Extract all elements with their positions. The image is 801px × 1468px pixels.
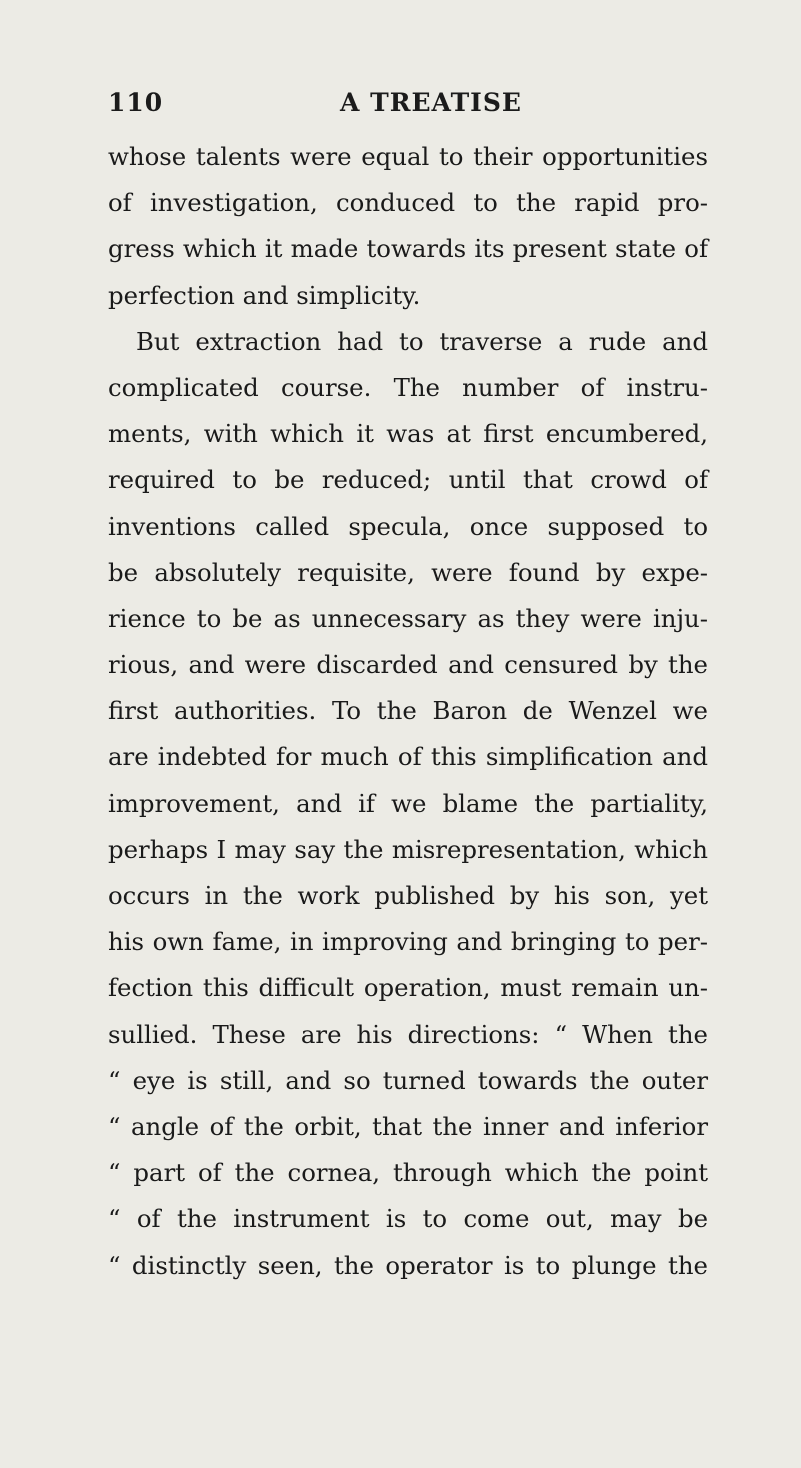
text-line: first authorities. To the Baron de Wenzel we (108, 696, 708, 726)
text-line: rience to be as unnecessary as they were inju- (108, 603, 708, 633)
text-line: whose talents were equal to their opportunities (108, 142, 708, 171)
text-line: inventions called specula, once supposed to (108, 511, 708, 541)
text-line: improvement, and if we blame the partiality, (108, 788, 708, 818)
text-line: perfection and simplicity. (108, 280, 421, 310)
text-line: rious, and were discarded and censured by the (108, 650, 708, 680)
text-line: gress which it made towards its present state of (108, 234, 708, 264)
text-line: “ of the instrument is to come out, may be (108, 1204, 708, 1234)
text-line: fection this difficult operation, must remain un- (108, 973, 708, 1003)
text-line: “ distinctly seen, the operator is to plunge the (108, 1250, 708, 1280)
text-line: “ angle of the orbit, that the inner and inferior (108, 1111, 708, 1141)
text-line: of investigation, conduced to the rapid pro- (108, 188, 708, 218)
text-line: “ part of the cornea, through which the point (108, 1158, 708, 1188)
text-line: perhaps I may say the misrepresentation, which (108, 834, 708, 864)
text-line: required to be reduced; until that crowd of (108, 465, 708, 495)
text-line: sullied. These are his directions: “ When the (108, 1019, 708, 1049)
text-line: “ eye is still, and so turned towards the outer (108, 1065, 708, 1095)
body-text (108, 134, 708, 1289)
running-head: A TREATISE (340, 88, 522, 117)
text-line: his own fame, in improving and bringing to per- (108, 927, 708, 957)
text-line: ments, with which it was at first encumbered, (108, 419, 708, 449)
text-line: But extraction had to traverse a rude and (136, 326, 708, 356)
page-number: 110 (108, 88, 164, 117)
text-line: complicated course. The number of instru- (108, 372, 708, 402)
text-line: occurs in the work published by his son, yet (108, 881, 708, 910)
text-line: be absolutely requisite, were found by expe- (108, 557, 708, 587)
text-line: are indebted for much of this simplification and (108, 742, 708, 772)
page-header (108, 88, 708, 128)
